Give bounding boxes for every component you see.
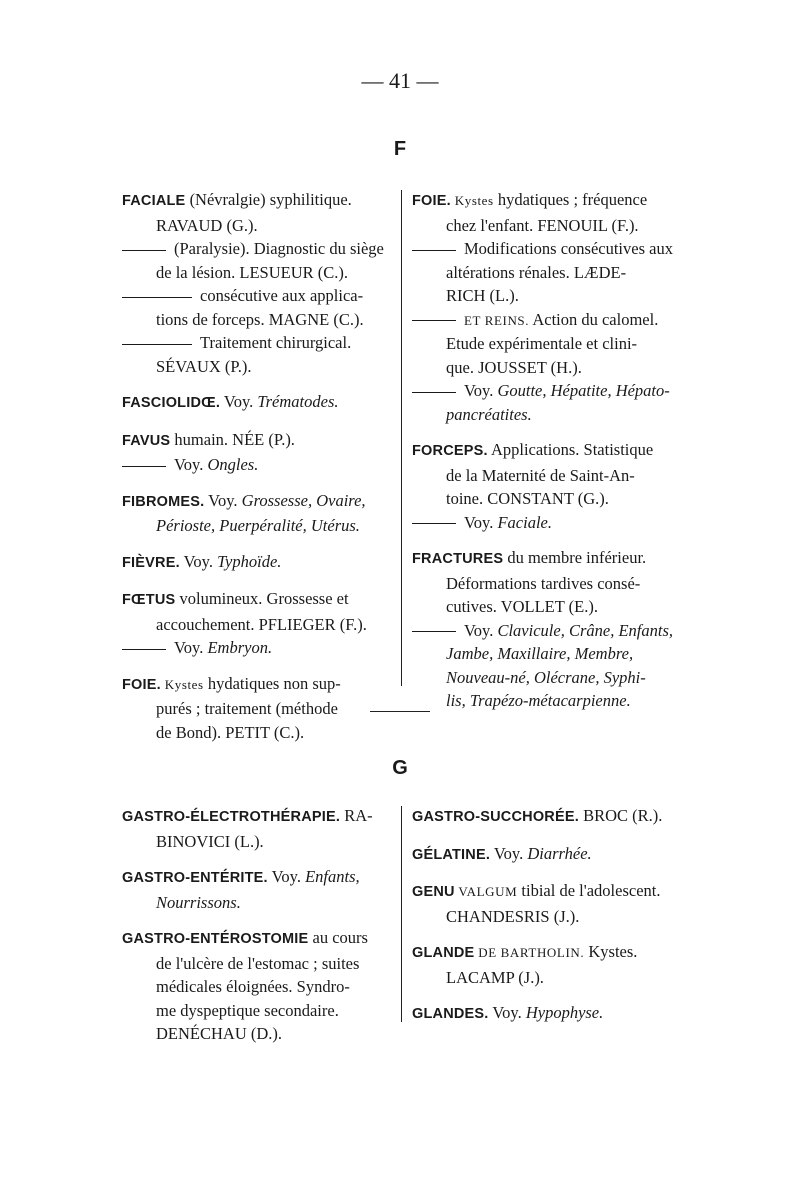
headword: GASTRO-ENTÉRITE. [122,870,268,886]
section-f-left-column [122,188,394,756]
entry-gastro-enterite: GASTRO-ENTÉRITE. Voy. Enfants, Nourrissons. [122,867,360,912]
headword: GLANDE [412,945,475,961]
entry-glande-bartholin: GLANDE DE BARTHOLIN. Kystes. LACAMP (J.). [412,942,638,987]
entry-fievre: FIÈVRE. Voy. Typhoïde. [122,551,282,571]
section-g-left-column [122,804,394,1058]
entry-forceps: FORCEPS. Applications. Statistique de la Maternité de Saint-An- toine. CONSTANT (G.). Voy. Faciale. [412,440,654,532]
ditto-dash [122,250,166,251]
entry-foie-et-reins: ET REINS. Action du calomel. Etude expérimentale et clini- que. JOUSSET (H.). [412,308,692,380]
headword: FIÈVRE. [122,554,180,571]
section-letter-g: G [392,757,408,779]
section-f-right-column [412,188,692,725]
headword: FORCEPS. [412,443,488,459]
column-divider [401,806,402,1022]
headword: FŒTUS [122,592,176,608]
entry-gelatine: GÉLATINE. Voy. Diarrhée. [412,843,592,863]
entry-genu-valgum: GENU VALGUM tibial de l'adolescent. CHANDESRIS (J.). [412,881,661,926]
headword: GASTRO-ENTÉROSTOMIE [122,931,309,947]
ditto-dash [412,250,456,251]
ditto-dash [412,320,456,321]
ditto-dash [122,344,192,345]
page-number: — 41 — [361,68,439,93]
entry-fasciolidae: FASCIOLIDŒ. Voy. Trématodes. [122,392,339,411]
headword: FAVUS [122,432,171,449]
section-letter-f: F [393,138,407,160]
headword: FIBROMES. [122,493,205,510]
section-separator-rule [370,711,430,712]
ditto-dash [412,523,456,524]
column-divider [401,190,402,686]
entry-gastro-electrotherapie: GASTRO-ÉLECTROTHÉRAPIE. RA- BINOVICI (L.). [122,806,373,851]
entry-foie-kystes-non-suppures: FOIE. Kystes hydatiques non sup- purés ; traitement (méthode de Bond). PETIT (C.). [122,673,341,742]
entry-faciale-consecutive: consécutive aux applica- tions de forceps. MAGNE (C.). [122,284,394,331]
headword: GASTRO-ÉLECTROTHÉRAPIE. [122,809,341,825]
headword: FASCIOLIDŒ. [122,395,221,411]
headword: FRACTURES [412,551,504,567]
headword: FACIALE [122,193,186,209]
ditto-dash [122,649,166,650]
entry-foie-voy: Voy. Goutte, Hépatite, Hépato- pancréatites. [412,379,692,426]
entry-faciale-traitement: Traitement chirurgical. SÉVAUX (P.). [122,331,394,378]
ditto-dash [122,297,192,298]
ditto-dash [412,392,456,393]
entry-gastro-succhoree: GASTRO-SUCCHORÉE. BROC (R.). [412,806,663,825]
ditto-dash [122,466,166,467]
headword: GENU [412,884,455,900]
ditto-dash [412,631,456,632]
entry-fibromes: FIBROMES. Voy. Grossesse, Ovaire, Périoste, Puerpéralité, Utérus. [122,490,366,535]
entry-foie-modifications: Modifications consécutives aux altérations rénales. LÆDE- RICH (L.). [412,237,692,308]
entry-foetus: FŒTUS volumineux. Grossesse et accouchement. PFLIEGER (F.). Voy. Embryon. [122,589,367,657]
entry-faciale-paralysie: (Paralysie). Diagnostic du siège de la lésion. LESUEUR (C.). [122,237,394,284]
entry-faciale-nevralgie: FACIALE (Névralgie) syphilitique. RAVAUD (G.). [122,190,352,235]
headword: GLANDES. [412,1006,489,1022]
headword: GASTRO-SUCCHORÉE. [412,809,579,825]
entry-favus: FAVUS humain. NÉE (P.). Voy. Ongles. [122,429,295,474]
headword: FOIE. [122,676,161,693]
entry-foie-kystes-frequence: FOIE. Kystes hydatiques ; fréquence chez l'enfant. FENOUIL (F.). [412,190,648,235]
entry-gastro-enterostomie: GASTRO-ENTÉROSTOMIE au cours de l'ulcère de l'estomac ; suites médicales éloignées. Syndro- me dyspeptique secondaire. DENÉCHAU (D.). [122,928,368,1043]
entry-glandes: GLANDES. Voy. Hypophyse. [412,1003,604,1022]
headword: FOIE. [412,193,451,209]
section-g-right-column [412,804,692,1039]
headword: GÉLATINE. [412,846,491,863]
entry-fractures: FRACTURES du membre inférieur. Déformations tardives consé- cutives. VOLLET (E.). Voy. Clavicule, Crâne, Enfants, Jambe, Maxillaire, Membre, Nouveau-né, Olécrane, Syphi- lis, Trapézo-métacarpienne. [412,548,673,710]
